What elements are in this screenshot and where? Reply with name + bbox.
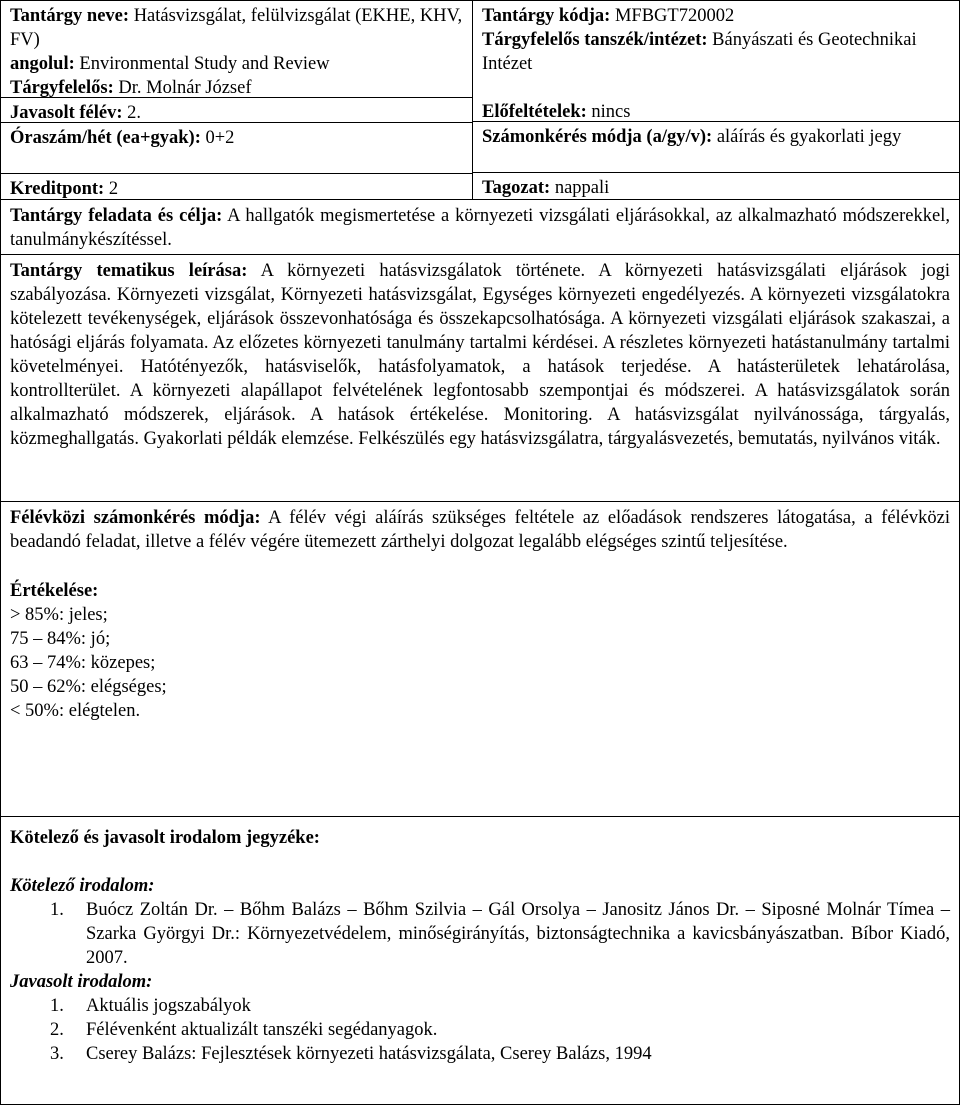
code-value: MFBGT720002 xyxy=(614,6,735,26)
subject-info-cell xyxy=(1,1,472,98)
responsible-line xyxy=(10,76,466,100)
thematic-section xyxy=(1,255,959,502)
goal-text: A hallgatók megismertetése a környezeti vizsgálati eljárásokkal, az alkalmazható módszerekkel, tanulmánykészítéssel. xyxy=(10,206,950,250)
suggested-literature-label: Javasolt irodalom: xyxy=(10,972,153,992)
assessment-section xyxy=(1,502,959,817)
grade-item: 50 – 62%: elégséges; xyxy=(10,677,167,697)
prereq-line xyxy=(482,100,953,124)
exam-value: aláírás és gyakorlati jegy xyxy=(716,127,902,147)
header-table xyxy=(1,1,959,200)
midterm-label: Félévközi számonkérés módja: xyxy=(10,508,261,528)
english-name-line xyxy=(10,52,466,76)
credit-label: Kreditpont: xyxy=(10,179,105,199)
responsible-value: Dr. Molnár József xyxy=(118,78,252,98)
exam-cell xyxy=(473,122,959,173)
responsible-label: Tárgyfelelős: xyxy=(10,78,114,98)
spacer xyxy=(482,76,953,100)
prereq-label: Előfeltételek: xyxy=(482,102,587,122)
semester-cell xyxy=(1,98,472,123)
dept-value: Bányászati és Geotechnikai Intézet xyxy=(482,30,917,74)
hours-cell xyxy=(1,123,472,174)
header-left-column xyxy=(1,1,473,199)
exam-label: Számonkérés módja (a/gy/v): xyxy=(482,127,713,147)
hours-label: Óraszám/hét (ea+gyak): xyxy=(10,128,201,148)
list-item xyxy=(10,994,950,1018)
grading-label: Értékelése: xyxy=(10,581,99,601)
hours-value: 0+2 xyxy=(205,128,235,148)
subject-name-value: Hatásvizsgálat, felülvizsgálat (EKHE, KHV, FV) xyxy=(10,6,463,50)
dept-label: Tárgyfelelős tanszék/intézet: xyxy=(482,30,708,50)
code-dept-cell xyxy=(473,1,959,122)
spacer xyxy=(10,554,950,579)
grade-item: 63 – 74%: közepes; xyxy=(10,653,156,673)
literature-label: Kötelező és javasolt irodalom jegyzéke: xyxy=(10,828,320,848)
list-number: 3. xyxy=(50,1044,64,1064)
suggested-literature-list xyxy=(10,994,950,1066)
required-literature-list xyxy=(10,898,950,970)
semester-label: Javasolt félév: xyxy=(10,103,123,123)
english-value: Environmental Study and Review xyxy=(79,54,330,74)
mode-label: Tagozat: xyxy=(482,178,551,198)
credit-value: 2 xyxy=(108,179,119,199)
thematic-label: Tantárgy tematikus leírása: xyxy=(10,261,248,281)
mode-value: nappali xyxy=(554,178,610,198)
dept-line xyxy=(482,28,953,76)
list-item xyxy=(10,1018,950,1042)
mode-cell xyxy=(473,173,959,198)
subject-name-label: Tantárgy neve: xyxy=(10,6,130,26)
list-text: Aktuális jogszabályok xyxy=(86,996,251,1016)
list-item xyxy=(10,898,950,970)
semester-value: 2. xyxy=(127,103,142,123)
list-item xyxy=(10,1042,950,1066)
code-line xyxy=(482,4,953,28)
goal-section xyxy=(1,200,959,255)
literature-section xyxy=(1,817,959,1081)
list-text: Félévenként aktualizált tanszéki segédanyagok. xyxy=(86,1020,438,1040)
list-number: 2. xyxy=(50,1020,64,1040)
prereq-value: nincs xyxy=(591,102,631,122)
grade-item: 75 – 84%: jó; xyxy=(10,629,111,649)
list-number: 1. xyxy=(50,900,64,920)
english-label: angolul: xyxy=(10,54,75,74)
midterm-paragraph xyxy=(10,506,950,554)
header-right-column xyxy=(473,1,959,199)
credit-cell xyxy=(1,174,472,199)
goal-label: Tantárgy feladata és célja: xyxy=(10,206,223,226)
subject-name-line xyxy=(10,4,466,52)
list-number: 1. xyxy=(50,996,64,1016)
required-literature-label: Kötelező irodalom: xyxy=(10,876,155,896)
grade-item: > 85%: jeles; xyxy=(10,605,108,625)
code-label: Tantárgy kódja: xyxy=(482,6,611,26)
midterm-text: A félév végi aláírás szükséges feltétele az előadások rendszeres látogatása, a félévközi beadandó feladat, illetve a félév végére ütemezett zárthelyi dolgozat legalább elégséges szintű teljesítése. xyxy=(10,508,950,552)
spacer xyxy=(10,850,950,874)
grade-item: < 50%: elégtelen. xyxy=(10,701,141,721)
list-text: Cserey Balázs: Fejlesztések környezeti hatásvizsgálata, Cserey Balázs, 1994 xyxy=(86,1044,652,1064)
thematic-text: A környezeti hatásvizsgálatok története. A környezeti hatásvizsgálati eljárások jogi szabályozása. Környezeti vizsgálat, Környezeti hatásvizsgálat, Egységes környezeti engedélyezés. A környezeti vizsgálatokra kötelezett tevékenységek, eljárások összevonhatósága és összekapcsolhatósága. A környezeti vizsgálati eljárások szakaszai, a hatósági eljárás folyamata. Az előzetes környezeti tanulmány tartalmi kérdései. A részletes környezeti hatástanulmány tartalmi követelményei. Hatótényezők, hatásviselők, hatásfolyamatok, a hatások terjedése. A hatásterületek lehatárolása, kontrollterület. A környezeti alapállapot felvételének legfontosabb szempontjai és módszerei. A hatásvizsgálatok során alkalmazható módszerek, eljárások. A hatások értékelése. Monitoring. A hatásvizsgálat nyilvánossága, tárgyalás, közmeghallgatás. Gyakorlati példák elemzése. Felkészülés egy hatásvizsgálatra, tárgyalásvezetés, bemutatás, nyilvános viták. xyxy=(10,261,950,449)
list-text: Buócz Zoltán Dr. – Bőhm Balázs – Bőhm Szilvia – Gál Orsolya – Janositz János Dr. – Siposné Molnár Tímea – Szarka Györgyi Dr.: Környezetvédelem, minőségirányítás, biztonságtechnika a kavicsbányászatban. Bíbor Kiadó, 2007. xyxy=(86,900,950,968)
